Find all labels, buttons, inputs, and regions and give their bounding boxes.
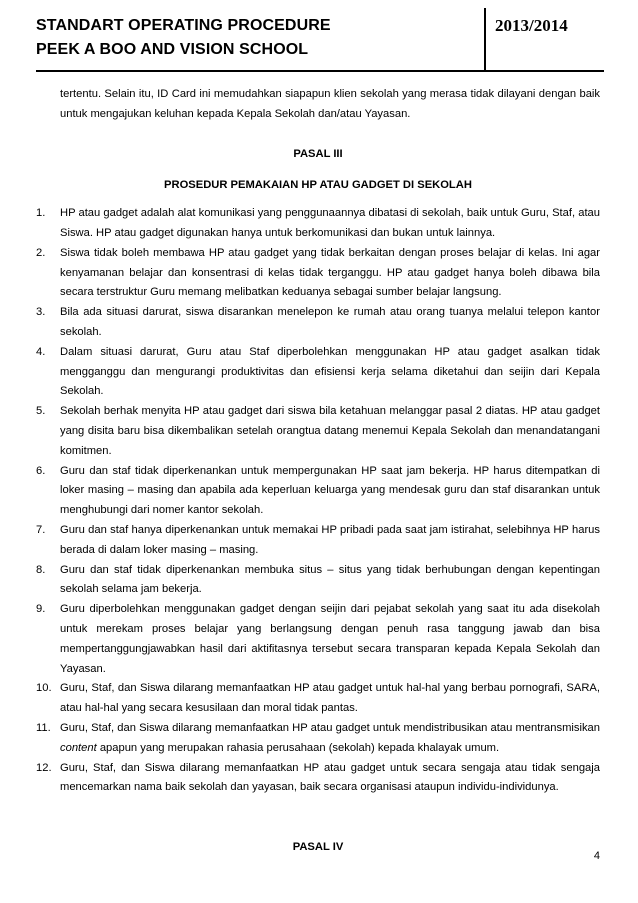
intro-paragraph: tertentu. Selain itu, ID Card ini memudahkan siapapun klien sekolah yang merasa tidak dilayani dengan baik untuk mengajukan keluhan kepada Kepala Sekolah dan/atau Yayasan. — [60, 88, 600, 120]
header-title-block — [36, 8, 481, 62]
list-item — [36, 679, 600, 719]
header-divider — [484, 8, 486, 70]
item-text: Guru dan staf hanya diperkenankan untuk memakai HP pribadi pada saat jam istirahat, selebihnya HP harus berada di dalam loker masing – masing. — [60, 523, 600, 556]
item-text-after: apapun yang merupakan rahasia perusahaan (sekolah) kepada khalayak umum. — [99, 741, 500, 754]
list-item — [36, 521, 600, 561]
list-item — [36, 561, 600, 601]
item-text: Guru dan staf tidak diperkenankan untuk mempergunakan HP saat jam bekerja. HP harus ditempatkan di loker masing – masing dan apabila ada keperluan keluarga yang mendesak guru dan staf disarankan untuk menghubungi dari nomer kantor sekolah. — [60, 464, 600, 517]
list-item — [36, 303, 600, 343]
item-text: HP atau gadget adalah alat komunikasi yang penggunaannya dibatasi di sekolah, baik untuk Guru, Staf, atau Siswa. HP atau gadget digunakan hanya untuk berkomunikasi dan bukan untuk lainnya. — [60, 207, 600, 239]
header-title-line1: STANDART OPERATING PROCEDURE — [36, 17, 331, 34]
item-text: Sekolah berhak menyita HP atau gadget dari siswa bila ketahuan melanggar pasal 2 diatas. HP atau gadget yang disita baru bisa dikembalikan setelah orangtua datang menemui Kepala Sekolah dan menandatangani komitmen. — [60, 405, 600, 457]
pasal-3-title: PASAL III — [293, 147, 343, 160]
list-item — [36, 244, 600, 303]
page-number: 4 — [593, 850, 600, 862]
header-rule — [36, 70, 604, 72]
header-title-line2: PEEK A BOO AND VISION SCHOOL — [36, 41, 309, 58]
list-item — [36, 719, 600, 759]
item-number: 7. — [36, 523, 46, 536]
item-number: 8. — [36, 563, 46, 576]
list-item — [36, 343, 600, 402]
item-text: Siswa tidak boleh membawa HP atau gadget yang tidak berkaitan dengan proses belajar di kelas. Ini agar kenyamanan belajar dan konsentrasi di kelas tidak terganggu. HP atau gadget hanya boleh dibawa bila secara terstruktur Guru memang melibatkan keduanya sebagai sumber belajar langsung. — [60, 246, 600, 299]
list-item — [36, 204, 600, 244]
item-text: Dalam situasi darurat, Guru atau Staf diperbolehkan menggunakan HP atau gadget asalkan tidak mengganggu dan mengurangi produktivitas dan efisiensi kerja selama diketahui dan seijin dari Kepala Sekolah. — [60, 345, 600, 398]
document-body — [36, 85, 600, 869]
item-text: Guru, Staf, dan Siswa dilarang memanfaatkan HP atau gadget untuk hal-hal yang berbau pornografi, SARA, atau hal-hal yang secara kesusilaan dan moral tidak pantas. — [60, 682, 600, 715]
page-header — [36, 8, 604, 70]
item-text: Bila ada situasi darurat, siswa disarankan menelepon ke rumah atau orang tuanya melalui telepon kantor sekolah. — [60, 306, 600, 338]
item-number: 10. — [36, 682, 52, 695]
item-number: 4. — [36, 345, 46, 358]
list-item — [36, 402, 600, 461]
list-item — [36, 462, 600, 521]
item-number: 9. — [36, 603, 46, 616]
item-number: 2. — [36, 246, 46, 259]
item-number: 1. — [36, 207, 46, 220]
item-text: Guru, Staf, dan Siswa dilarang memanfaatkan HP atau gadget untuk secara sengaja atau tidak sengaja mencemarkan nama baik sekolah dan yayasan, baik secara organisasi ataupun individu-individunya. — [60, 761, 600, 794]
item-number: 11. — [36, 721, 51, 734]
item-text-italic: content — [60, 741, 97, 754]
item-text-before: Guru, Staf, dan Siswa dilarang memanfaatkan HP atau gadget untuk mendistribusikan atau mentransmisikan — [60, 721, 600, 734]
list-item — [36, 600, 600, 679]
item-text: Guru diperbolehkan menggunakan gadget dengan seijin dari pejabat sekolah yang saat itu ada disekolah untuk merekam proses belajar yang berlangsung dengan penuh rasa tanggung jawab dan bisa mempertanggungjawabkan hasil dari aktifitasnya tersebut secara transparan kepada Kepala Sekolah dan Yayasan. — [60, 603, 600, 675]
item-number: 6. — [36, 464, 46, 477]
item-number: 3. — [36, 306, 46, 319]
pasal-3-subtitle: PROSEDUR PEMAKAIAN HP ATAU GADGET DI SEKOLAH — [164, 179, 472, 192]
header-year: 2013/2014 — [495, 16, 568, 35]
rules-list — [36, 204, 600, 798]
item-number: 12. — [36, 761, 52, 774]
pasal-4-title: PASAL IV — [292, 841, 344, 854]
list-item — [36, 759, 600, 799]
item-number: 5. — [36, 405, 46, 418]
item-text: Guru dan staf tidak diperkenankan membuka situs – situs yang tidak berhubungan dengan kepentingan sekolah selama jam bekerja. — [60, 563, 600, 596]
